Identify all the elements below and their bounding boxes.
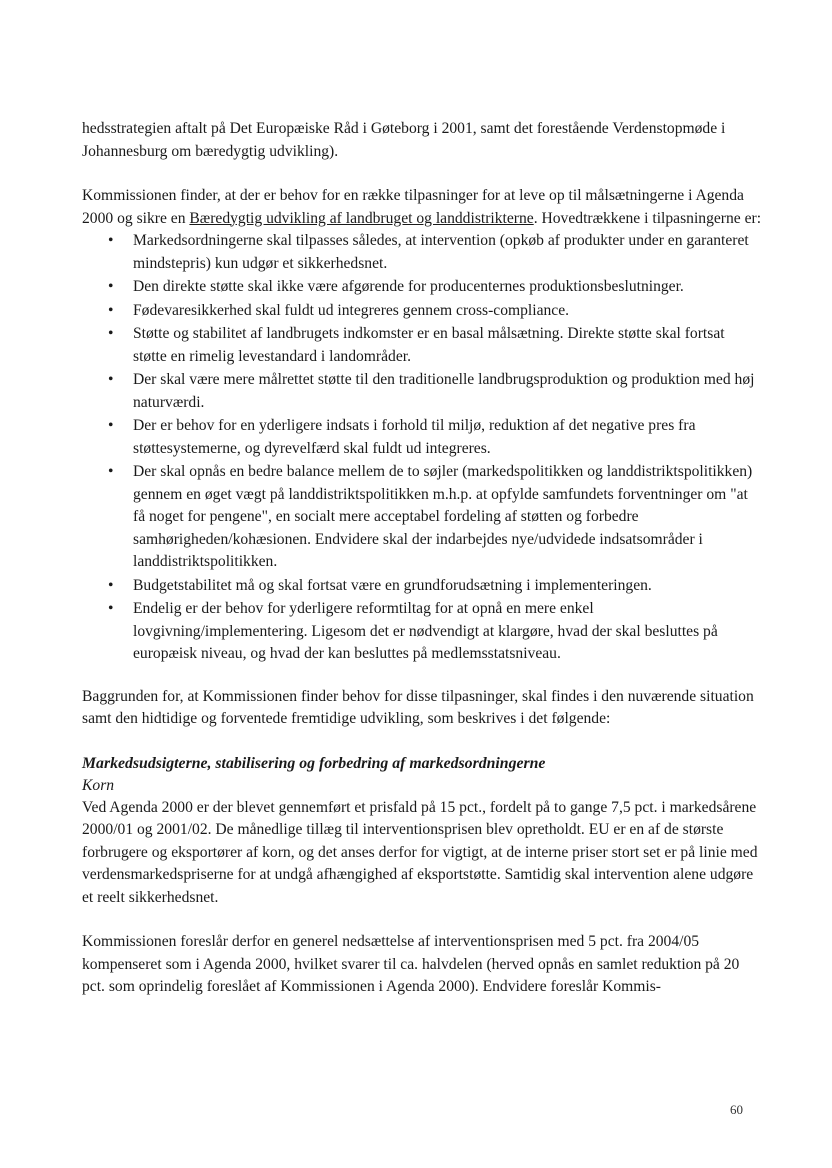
list-item-text: Der skal opnås en bedre balance mellem de to søjler (markedspolitikken og landdistriktspolitikken) gennem en øget vægt på landdistriktspolitikken m.h.p. at opfylde samfundets forventninger om "at få noget for pengene", en socialt mere acceptabel fordeling af støtten og forbedre samhørigheden/kohæsionen. Endvidere skal der indarbejdes nye/udvidede indsatsområder i landdistriktspolitikken. [133,463,753,570]
list-item-text: Markedsordningerne skal tilpasses således, at intervention (opkøb af produkter under en garanteret mindstepris) kun udgør et sikkerhedsnet. [133,232,749,272]
list-item-text: Den direkte støtte skal ikke være afgørende for producenternes produktionsbeslutninger. [133,278,684,295]
subsection-heading: Korn [82,776,115,794]
bullet-icon: • [108,417,114,434]
list-item [82,300,762,323]
list-item [82,323,762,368]
list-item [82,369,762,414]
underlined-sustainable-development: Bæredygtig udvikling af landbruget og landdistrikterne [189,209,534,227]
document-page [82,118,762,999]
section-heading: Markedsudsigterne, stabilisering og forbedring af markedsordningerne [82,754,546,772]
paragraph-background: Baggrunden for, at Kommissionen finder behov for disse tilpasninger, skal findes i den nuværende situation samt den hidtidige og forventede fremtidige udvikling, som beskrives i det følgende: [82,687,754,727]
list-item [82,415,762,460]
list-item-text: Budgetstabilitet må og skal fortsat være en grundforudsætning i implementeringen. [133,576,652,594]
list-item-text: Der er behov for en yderligere indsats i forhold til miljø, reduktion af det negative pres fra støttesystemerne, og dyrevelfærd skal fuldt ud integreres. [133,417,696,457]
list-item-text: Der skal være mere målrettet støtte til den traditionelle landbrugsproduktion og produktion med høj naturværdi. [133,371,755,411]
list-item-text: Støtte og stabilitet af landbrugets indkomster er en basal målsætning. Direkte støtte skal fortsat støtte en rimelig levestandard i landområder. [133,325,725,365]
paragraph-grain: Ved Agenda 2000 er der blevet gennemført et prisfald på 15 pct., fordelt på to gange 7,5 pct. i markedsårene 2000/01 og 2001/02. De månedlige tillæg til interventionsprisen blev opretholdt. EU er en af de største forbrugere og eksportører af korn, og det anses derfor for vigtigt, at de interne priser stort set er på linie med verdensmarkedspriserne for at undgå afhængighed af eksportstøtte. Samtidig skal intervention alene udgøre et reelt sikkerhedsnet. [82,798,758,906]
list-item [82,230,762,275]
bullet-icon: • [108,600,114,617]
list-item [82,575,762,598]
list-item-text: Fødevaresikkerhed skal fuldt ud integreres gennem cross-compliance. [133,301,570,319]
paragraph-adjustments-end: . Hovedtrækkene i tilpasningerne er: [533,209,762,227]
bullet-icon: • [108,232,114,249]
bullet-icon: • [108,278,114,295]
bullet-icon: • [108,576,114,594]
list-item [82,461,762,574]
paragraph-adjustments [82,185,762,230]
list-item-text: Endelig er der behov for yderligere reformtiltag for at opnå en mere enkel lovgivning/implementering. Ligesom det er nødvendigt at klargøre, hvad der skal besluttes på europæisk niveau, og hvad der kan besluttes på medlemsstatsniveau. [133,600,718,662]
page-number: 60 [730,1102,743,1117]
paragraph-adjustments-start: Kommissionen finder, at der er behov for en række tilpasninger for at leve op til målsætningerne i Agenda 2000 og sikre en [82,187,744,227]
bullet-icon: • [108,371,114,388]
main-features-list [82,230,762,666]
bullet-icon: • [108,325,114,342]
paragraph-intro-continuation: hedsstrategien aftalt på Det Europæiske Råd i Gøteborg i 2001, samt det forestående Verdenstopmøde i Johannesburg om bæredygtig udvikling). [82,120,726,160]
list-item [82,276,762,299]
list-item [82,598,762,666]
paragraph-proposal: Kommissionen foreslår derfor en generel nedsættelse af interventionsprisen med 5 pct. fra 2004/05 kompenseret som i Agenda 2000, hvilket svarer til ca. halvdelen (herved opnås en samlet reduktion på 20 pct. som oprindelig foreslået af Kommissionen i Agenda 2000). Endvidere foreslår Kommis- [82,933,740,995]
bullet-icon: • [108,301,114,319]
bullet-icon: • [108,463,114,480]
